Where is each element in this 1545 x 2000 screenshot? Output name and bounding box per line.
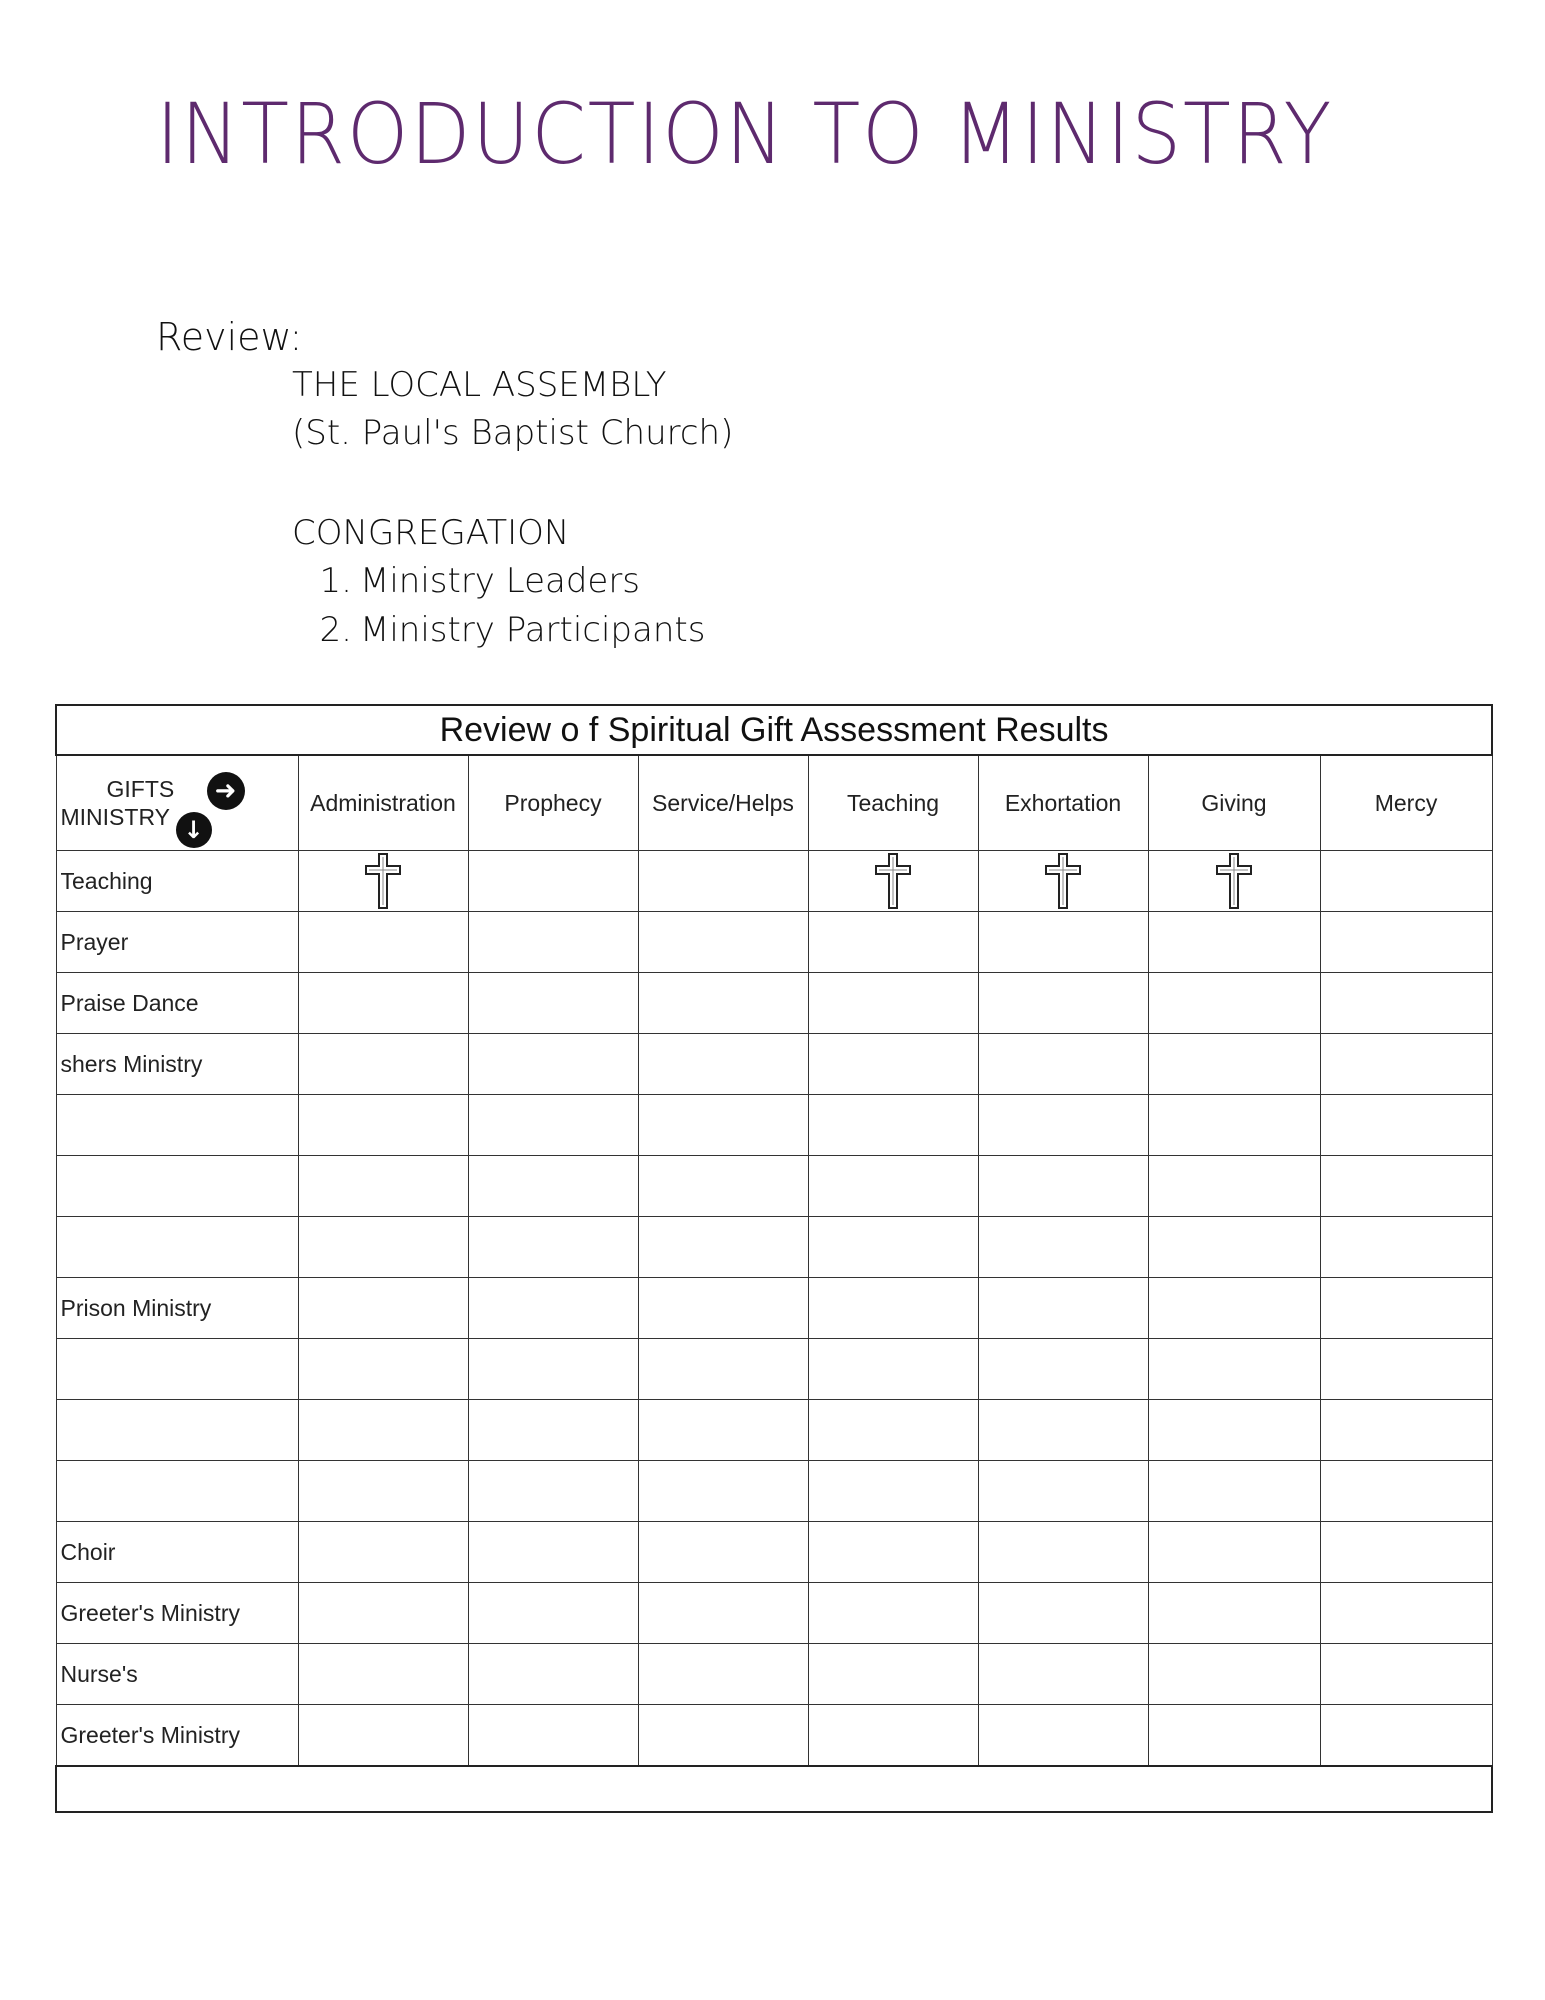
table-row: [56, 1522, 1492, 1583]
gift-column-header: Giving: [1148, 755, 1320, 851]
review-label: Review:: [156, 315, 303, 359]
assessment-cell: [638, 1217, 808, 1278]
ministry-row-label: Prayer: [56, 912, 298, 973]
gift-column-header: Teaching: [808, 755, 978, 851]
assessment-cell: [638, 1339, 808, 1400]
table-row: [56, 1156, 1492, 1217]
table-body: [56, 851, 1492, 1767]
assessment-cell: [808, 1400, 978, 1461]
gift-column-header: Service/Helps: [638, 755, 808, 851]
assessment-cell: [638, 1156, 808, 1217]
assessment-cell: [468, 1644, 638, 1705]
assessment-cell: [1148, 1034, 1320, 1095]
assessment-cell: [1148, 1522, 1320, 1583]
gift-header-row: [56, 755, 1492, 851]
assessment-cell: [1148, 1095, 1320, 1156]
table-row: [56, 851, 1492, 912]
assessment-cell: [1320, 851, 1492, 912]
assessment-cell: [1320, 1522, 1492, 1583]
ministry-row-label: Praise Dance: [56, 973, 298, 1034]
assessment-cell: [808, 1705, 978, 1767]
table-row: [56, 1400, 1492, 1461]
table-row: [56, 1339, 1492, 1400]
assessment-cell: [298, 1583, 468, 1644]
assessment-cell: [1148, 973, 1320, 1034]
cross-icon: [873, 852, 913, 910]
table-row: [56, 1095, 1492, 1156]
ministry-row-label: [56, 1156, 298, 1217]
assessment-cell: [468, 1095, 638, 1156]
assessment-cell: [638, 1644, 808, 1705]
assessment-cell: [1320, 1705, 1492, 1767]
assessment-cell: [808, 1522, 978, 1583]
assessment-cell: [1320, 1644, 1492, 1705]
assessment-cell: [808, 1461, 978, 1522]
assessment-cell: [468, 1400, 638, 1461]
ministry-row-label: Greeter's Ministry: [56, 1583, 298, 1644]
table-caption: Review o f Spiritual Gift Assessment Results: [56, 705, 1492, 755]
assessment-cell: [1148, 1217, 1320, 1278]
assessment-cell: [638, 1278, 808, 1339]
assessment-cell: [1320, 1156, 1492, 1217]
arrow-down-icon: ↓: [176, 812, 212, 848]
assessment-cell: [978, 1095, 1148, 1156]
assessment-cell: [978, 1278, 1148, 1339]
assessment-cell: [978, 1583, 1148, 1644]
ministry-row-label: Choir: [56, 1522, 298, 1583]
assessment-cell: [1148, 1705, 1320, 1767]
assessment-cell: [298, 1034, 468, 1095]
assessment-cell: [978, 1461, 1148, 1522]
gifts-ministry-corner: [56, 755, 298, 851]
gift-column-header: Prophecy: [468, 755, 638, 851]
gifts-axis-label: GIFTS: [106, 776, 175, 802]
assessment-cell: [978, 1034, 1148, 1095]
assessment-cell: [468, 973, 638, 1034]
assessment-cell: [1148, 1583, 1320, 1644]
assessment-cell: [298, 1705, 468, 1767]
assessment-cell: [468, 912, 638, 973]
assessment-cell: [468, 1278, 638, 1339]
assessment-cell: [808, 1217, 978, 1278]
assessment-cell: [638, 1400, 808, 1461]
page-title: INTRODUCTION TO MINISTRY: [156, 85, 1334, 183]
table-row: [56, 1034, 1492, 1095]
church-name: (St. Paul's Baptist Church): [292, 413, 734, 453]
assessment-cell: [298, 1095, 468, 1156]
assessment-cell: [468, 1705, 638, 1767]
assessment-cell: [808, 1278, 978, 1339]
assessment-cell: [468, 1217, 638, 1278]
gift-column-header: Exhortation: [978, 755, 1148, 851]
table-row: [56, 973, 1492, 1034]
assessment-cell: [468, 1339, 638, 1400]
assessment-cell: [298, 912, 468, 973]
list-number: 1.: [319, 561, 352, 601]
ministry-row-label: [56, 1400, 298, 1461]
ministry-row-label: shers Ministry: [56, 1034, 298, 1095]
arrow-right-icon: ➜: [207, 772, 245, 810]
table-row: [56, 1644, 1492, 1705]
assessment-cell: [978, 1217, 1148, 1278]
ministry-row-label: [56, 1461, 298, 1522]
assessment-cell: [298, 1156, 468, 1217]
assessment-cell: [808, 912, 978, 973]
assessment-cell: [638, 912, 808, 973]
assessment-cell: [808, 1339, 978, 1400]
assessment-cell: [978, 1400, 1148, 1461]
assessment-cell: [1148, 912, 1320, 973]
assessment-cell: [1148, 1339, 1320, 1400]
assessment-cell: [978, 1644, 1148, 1705]
assessment-cell: [1148, 1644, 1320, 1705]
assessment-cell: [808, 1095, 978, 1156]
assessment-cell: [638, 851, 808, 912]
assessment-cell: [638, 1522, 808, 1583]
assessment-cell: [298, 1278, 468, 1339]
ministry-row-label: [56, 1095, 298, 1156]
assessment-cell: [978, 912, 1148, 973]
assessment-cell: [808, 1583, 978, 1644]
assessment-cell: [1320, 1400, 1492, 1461]
list-item: [318, 561, 641, 601]
list-text: Ministry Leaders: [360, 561, 641, 601]
ministry-row-label: Nurse's: [56, 1644, 298, 1705]
assessment-cell: [1320, 1461, 1492, 1522]
assessment-cell: [1320, 1583, 1492, 1644]
local-assembly-heading: THE LOCAL ASSEMBLY: [292, 365, 667, 405]
assessment-cell: [808, 1644, 978, 1705]
assessment-cell: [638, 973, 808, 1034]
table-footer-row: [56, 1766, 1492, 1812]
assessment-cell: [298, 1461, 468, 1522]
ministry-row-label: Greeter's Ministry: [56, 1705, 298, 1767]
congregation-heading: CONGREGATION: [292, 513, 570, 553]
assessment-cell: [468, 1583, 638, 1644]
assessment-cell: [638, 1095, 808, 1156]
gift-assessment-table: [55, 704, 1493, 1813]
ministry-axis-label: MINISTRY: [60, 804, 170, 830]
assessment-cell: [638, 1705, 808, 1767]
assessment-cell: [468, 1461, 638, 1522]
assessment-cell: [298, 1339, 468, 1400]
assessment-cell: [1320, 1339, 1492, 1400]
assessment-cell: [298, 1400, 468, 1461]
assessment-cell: [298, 1217, 468, 1278]
assessment-cell: [468, 851, 638, 912]
assessment-cell: [298, 851, 468, 912]
assessment-cell: [978, 1156, 1148, 1217]
table-row: [56, 1217, 1492, 1278]
assessment-cell: [978, 1522, 1148, 1583]
assessment-cell: [1320, 912, 1492, 973]
assessment-cell: [1320, 1034, 1492, 1095]
assessment-cell: [638, 1461, 808, 1522]
assessment-cell: [978, 1705, 1148, 1767]
assessment-cell: [808, 1034, 978, 1095]
gift-column-header: Mercy: [1320, 755, 1492, 851]
list-number: 2.: [319, 610, 352, 650]
assessment-cell: [1148, 1156, 1320, 1217]
list-text: Ministry Participants: [360, 610, 706, 650]
cross-icon: [363, 852, 403, 910]
gift-column-header: Administration: [298, 755, 468, 851]
assessment-cell: [638, 1034, 808, 1095]
assessment-cell: [978, 1339, 1148, 1400]
cross-icon: [1043, 852, 1083, 910]
assessment-cell: [808, 851, 978, 912]
assessment-cell: [1320, 1278, 1492, 1339]
cross-icon: [1214, 852, 1254, 910]
table-row: [56, 912, 1492, 973]
assessment-cell: [468, 1034, 638, 1095]
assessment-cell: [808, 1156, 978, 1217]
assessment-cell: [1148, 1278, 1320, 1339]
assessment-cell: [1320, 1217, 1492, 1278]
assessment-cell: [1148, 1461, 1320, 1522]
assessment-cell: [978, 973, 1148, 1034]
table-row: [56, 1583, 1492, 1644]
ministry-row-label: Teaching: [56, 851, 298, 912]
assessment-cell: [808, 973, 978, 1034]
assessment-cell: [468, 1522, 638, 1583]
assessment-cell: [638, 1583, 808, 1644]
table-row: [56, 1705, 1492, 1767]
table-row: [56, 1278, 1492, 1339]
list-item: [318, 610, 706, 650]
ministry-row-label: Prison Ministry: [56, 1278, 298, 1339]
table-row: [56, 1461, 1492, 1522]
ministry-row-label: [56, 1217, 298, 1278]
assessment-cell: [298, 1644, 468, 1705]
assessment-cell: [978, 851, 1148, 912]
assessment-cell: [1320, 1095, 1492, 1156]
assessment-cell: [298, 973, 468, 1034]
ministry-row-label: [56, 1339, 298, 1400]
assessment-cell: [1148, 851, 1320, 912]
assessment-cell: [1148, 1400, 1320, 1461]
assessment-cell: [1320, 973, 1492, 1034]
assessment-cell: [298, 1522, 468, 1583]
assessment-cell: [468, 1156, 638, 1217]
